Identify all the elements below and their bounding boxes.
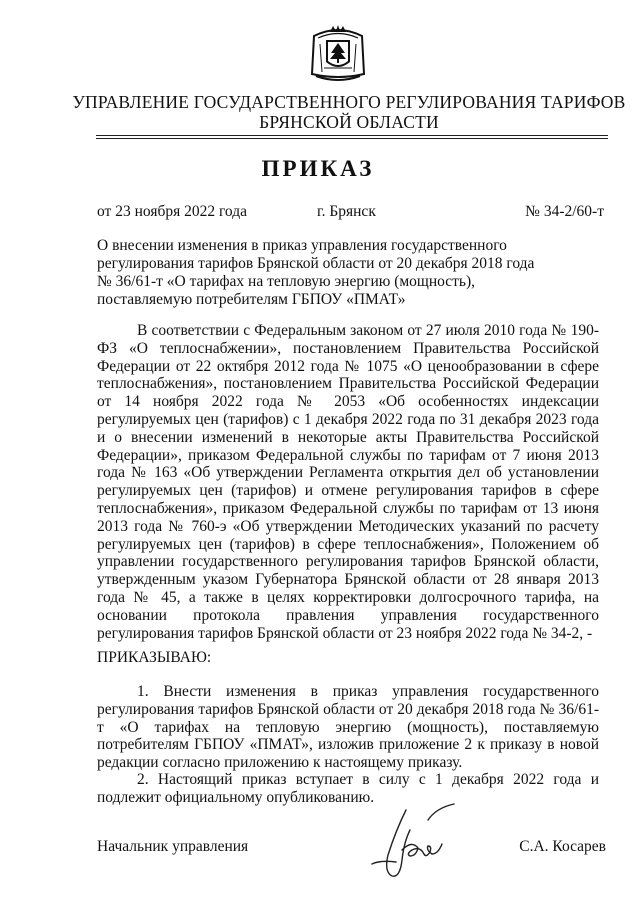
organization-name-line2: БРЯНСКОЙ ОБЛАСТИ [259, 112, 439, 132]
organization-name-line1: УПРАВЛЕНИЕ ГОСУДАРСТВЕННОГО РЕГУЛИРОВАНИЯ ТАРИФОВ [72, 92, 626, 112]
signatory-position: Начальник управления [97, 838, 249, 855]
order-item-2: 2. Настоящий приказ вступает в силу с 1 декабря 2022 года и подлежит официальному опубликованию. [97, 771, 599, 806]
signatory-name: С.А. Косарев [519, 838, 606, 855]
document-title: ПРИКАЗ [261, 156, 375, 181]
document-subject [97, 237, 557, 309]
header-divider-bottom [96, 138, 608, 139]
document-number: № 34-2/60-т [525, 203, 604, 220]
handwritten-signature-icon [366, 800, 466, 888]
document-city: г. Брянск [317, 203, 376, 220]
subject-line: поставляемую потребителям ГБПОУ «ПМАТ» [97, 291, 406, 308]
subject-line: О внесении изменения в приказ управления государственного [97, 237, 507, 254]
document-date: от 23 ноября 2022 года [97, 203, 248, 220]
preamble-paragraph: В соответствии с Федеральным законом от 27 июля 2010 года № 190-ФЗ «О теплоснабжении», постановлением Правительства Российской Федерации от 22 октября 2012 года № 1075 «О ценообразовании в сфере теплоснабжения», постановлением Правительства Российской Федерации от 14 ноября 2022 года № 2053 «Об особенностях индексации регулируемых цен (тарифов) с 1 декабря 2022 года по 31 декабря 2023 года и о внесении изменений в некоторые акты Правительства Российской Федерации», приказом Федеральной службы по тарифам от 7 июня 2013 года № 163 «Об утверждении Регламента открытия дел об установлении регулируемых цен (тарифов) и отмене регулирования тарифов в сфере теплоснабжения», приказом Федеральной службы по тарифам от 13 июня 2013 года № 760-э «Об утверждении Методических указаний по расчету регулируемых цен (тарифов) в сфере теплоснабжения», Положением об управлении государственного регулирования тарифов Брянской области, утвержденным указом Губернатора Брянской области от 28 января 2013 года № 45, а также в целях корректировки долгосрочного тарифа, на основании протокола правления управления государственного регулирования тарифов Брянской области от 23 ноября 2022 года № 34-2, - [97, 322, 599, 642]
subject-line: регулирования тарифов Брянской области от 20 декабря 2018 года [97, 255, 535, 272]
coat-of-arms-icon [306, 22, 370, 86]
subject-line: № 36/61-т «О тарифах на тепловую энергию (мощность), [97, 273, 476, 290]
header-divider-top [96, 135, 608, 136]
order-heading: ПРИКАЗЫВАЮ: [97, 649, 212, 666]
order-item-1: 1. Внести изменения в приказ управления государственного регулирования тарифов Брянской области от 20 декабря 2018 года № 36/61-т «О тарифах на тепловую энергию (мощность), поставляемую потребителям ГБПОУ «ПМАТ», изложив приложение 2 к приказу в новой редакции согласно приложению к настоящему приказу. [97, 683, 599, 772]
